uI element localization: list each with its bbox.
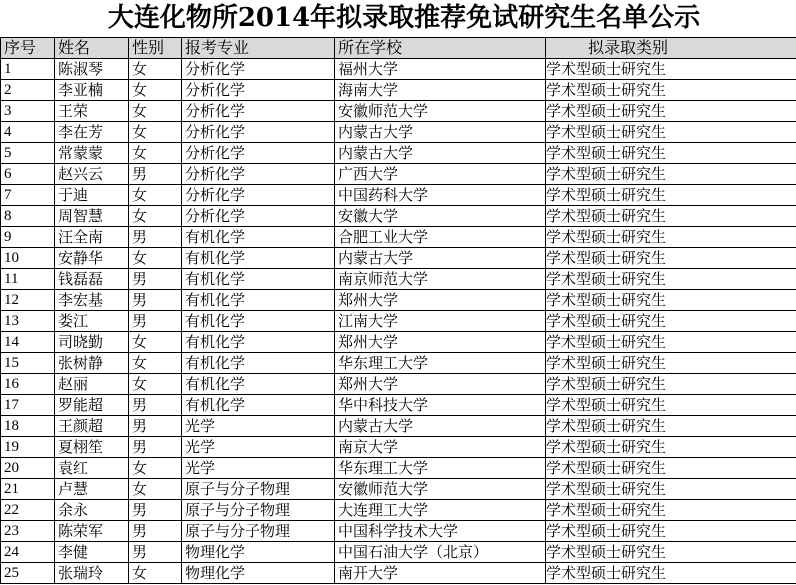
- cell-name[interactable]: 陈淑琴: [55, 59, 129, 80]
- column-header-type[interactable]: 拟录取类别: [546, 38, 796, 59]
- cell-sex[interactable]: 女: [129, 143, 182, 164]
- cell-school[interactable]: 中国科学技术大学: [335, 521, 546, 542]
- header-row: [1, 38, 796, 59]
- cell-school[interactable]: 内蒙古大学: [335, 122, 546, 143]
- cell-sex[interactable]: 男: [129, 521, 182, 542]
- column-header-major[interactable]: 报考专业: [182, 38, 335, 59]
- cell-school[interactable]: 华中科技大学: [335, 395, 546, 416]
- table-row: [1, 563, 796, 584]
- cell-sex[interactable]: 女: [129, 374, 182, 395]
- cell-name[interactable]: 赵丽: [55, 374, 129, 395]
- cell-name[interactable]: 常蒙蒙: [55, 143, 129, 164]
- cell-major[interactable]: 分析化学: [182, 80, 335, 101]
- cell-school[interactable]: 南开大学: [335, 563, 546, 584]
- cell-name[interactable]: 袁红: [55, 458, 129, 479]
- admission-table: [0, 37, 796, 584]
- cell-name[interactable]: 王颜超: [55, 416, 129, 437]
- cell-major[interactable]: 原子与分子物理: [182, 521, 335, 542]
- table-row: [1, 395, 796, 416]
- cell-name[interactable]: 张瑞玲: [55, 563, 129, 584]
- cell-major[interactable]: 分析化学: [182, 206, 335, 227]
- cell-school[interactable]: 大连理工大学: [335, 500, 546, 521]
- cell-type[interactable]: 学术型硕士研究生: [546, 521, 796, 542]
- table-row: [1, 248, 796, 269]
- cell-no[interactable]: 11: [1, 269, 55, 290]
- table-row: [1, 542, 796, 563]
- table-row: [1, 269, 796, 290]
- cell-major[interactable]: 原子与分子物理: [182, 479, 335, 500]
- cell-major[interactable]: 光学: [182, 437, 335, 458]
- cell-no[interactable]: 6: [1, 164, 55, 185]
- table-row: [1, 59, 796, 80]
- cell-name[interactable]: 罗能超: [55, 395, 129, 416]
- cell-no[interactable]: 21: [1, 479, 55, 500]
- cell-type[interactable]: 学术型硕士研究生: [546, 500, 796, 521]
- cell-major[interactable]: 分析化学: [182, 164, 335, 185]
- cell-sex[interactable]: 男: [129, 416, 182, 437]
- cell-major[interactable]: 有机化学: [182, 353, 335, 374]
- cell-no[interactable]: 16: [1, 374, 55, 395]
- cell-school[interactable]: 合肥工业大学: [335, 227, 546, 248]
- cell-no[interactable]: 2: [1, 80, 55, 101]
- cell-name[interactable]: 夏栩笙: [55, 437, 129, 458]
- cell-school[interactable]: 南京大学: [335, 437, 546, 458]
- cell-type[interactable]: 学术型硕士研究生: [546, 437, 796, 458]
- cell-no[interactable]: 25: [1, 563, 55, 584]
- cell-major[interactable]: 有机化学: [182, 227, 335, 248]
- cell-sex[interactable]: 男: [129, 500, 182, 521]
- cell-no[interactable]: 20: [1, 458, 55, 479]
- cell-school[interactable]: 江南大学: [335, 311, 546, 332]
- cell-major[interactable]: 有机化学: [182, 395, 335, 416]
- cell-major[interactable]: 分析化学: [182, 122, 335, 143]
- cell-type[interactable]: 学术型硕士研究生: [546, 353, 796, 374]
- cell-no[interactable]: 22: [1, 500, 55, 521]
- cell-school[interactable]: 中国药科大学: [335, 185, 546, 206]
- table-row: [1, 479, 796, 500]
- cell-major[interactable]: 有机化学: [182, 311, 335, 332]
- cell-type[interactable]: 学术型硕士研究生: [546, 416, 796, 437]
- cell-type[interactable]: 学术型硕士研究生: [546, 479, 796, 500]
- cell-school[interactable]: 郑州大学: [335, 290, 546, 311]
- cell-type[interactable]: 学术型硕士研究生: [546, 80, 796, 101]
- cell-major[interactable]: 原子与分子物理: [182, 500, 335, 521]
- cell-name[interactable]: 张树静: [55, 353, 129, 374]
- cell-sex[interactable]: 女: [129, 59, 182, 80]
- cell-school[interactable]: 内蒙古大学: [335, 248, 546, 269]
- cell-major[interactable]: 分析化学: [182, 143, 335, 164]
- cell-type[interactable]: 学术型硕士研究生: [546, 227, 796, 248]
- cell-no[interactable]: 17: [1, 395, 55, 416]
- cell-major[interactable]: 有机化学: [182, 332, 335, 353]
- cell-name[interactable]: 司晓勤: [55, 332, 129, 353]
- cell-type[interactable]: 学术型硕士研究生: [546, 458, 796, 479]
- cell-major[interactable]: 有机化学: [182, 374, 335, 395]
- cell-type[interactable]: 学术型硕士研究生: [546, 374, 796, 395]
- cell-school[interactable]: 郑州大学: [335, 374, 546, 395]
- cell-type[interactable]: 学术型硕士研究生: [546, 269, 796, 290]
- cell-sex[interactable]: 男: [129, 290, 182, 311]
- cell-no[interactable]: 12: [1, 290, 55, 311]
- table-body: [1, 59, 796, 584]
- cell-sex[interactable]: 男: [129, 437, 182, 458]
- cell-type[interactable]: 学术型硕士研究生: [546, 185, 796, 206]
- cell-name[interactable]: 钱磊磊: [55, 269, 129, 290]
- cell-sex[interactable]: 男: [129, 311, 182, 332]
- cell-school[interactable]: 华东理工大学: [335, 353, 546, 374]
- cell-school[interactable]: 南京师范大学: [335, 269, 546, 290]
- table-row: [1, 80, 796, 101]
- cell-major[interactable]: 分析化学: [182, 185, 335, 206]
- cell-name[interactable]: 赵兴云: [55, 164, 129, 185]
- cell-major[interactable]: 物理化学: [182, 563, 335, 584]
- table-row: [1, 311, 796, 332]
- cell-school[interactable]: 广西大学: [335, 164, 546, 185]
- cell-school[interactable]: 安徽大学: [335, 206, 546, 227]
- cell-no[interactable]: 3: [1, 101, 55, 122]
- table-row: [1, 227, 796, 248]
- cell-school[interactable]: 内蒙古大学: [335, 143, 546, 164]
- cell-no[interactable]: 14: [1, 332, 55, 353]
- table-row: [1, 290, 796, 311]
- cell-major[interactable]: 分析化学: [182, 59, 335, 80]
- cell-no[interactable]: 15: [1, 353, 55, 374]
- cell-no[interactable]: 9: [1, 227, 55, 248]
- cell-school[interactable]: 安徽师范大学: [335, 479, 546, 500]
- cell-sex[interactable]: 女: [129, 563, 182, 584]
- cell-no[interactable]: 4: [1, 122, 55, 143]
- cell-name[interactable]: 安静华: [55, 248, 129, 269]
- cell-name[interactable]: 娄江: [55, 311, 129, 332]
- table-row: [1, 332, 796, 353]
- cell-no[interactable]: 8: [1, 206, 55, 227]
- cell-sex[interactable]: 女: [129, 101, 182, 122]
- table-row: [1, 143, 796, 164]
- cell-sex[interactable]: 女: [129, 353, 182, 374]
- table-row: [1, 521, 796, 542]
- cell-major[interactable]: 光学: [182, 416, 335, 437]
- cell-name[interactable]: 卢慧: [55, 479, 129, 500]
- column-header-name[interactable]: 姓名: [55, 38, 129, 59]
- cell-sex[interactable]: 男: [129, 395, 182, 416]
- cell-major[interactable]: 有机化学: [182, 290, 335, 311]
- cell-major[interactable]: 有机化学: [182, 248, 335, 269]
- column-header-no[interactable]: 序号: [1, 38, 55, 59]
- column-header-school[interactable]: 所在学校: [335, 38, 546, 59]
- cell-no[interactable]: 1: [1, 59, 55, 80]
- column-header-sex[interactable]: 性别: [129, 38, 182, 59]
- cell-sex[interactable]: 女: [129, 458, 182, 479]
- cell-major[interactable]: 分析化学: [182, 101, 335, 122]
- table-row: [1, 416, 796, 437]
- cell-sex[interactable]: 女: [129, 248, 182, 269]
- cell-sex[interactable]: 男: [129, 542, 182, 563]
- table-row: [1, 374, 796, 395]
- table-row: [1, 206, 796, 227]
- cell-type[interactable]: 学术型硕士研究生: [546, 395, 796, 416]
- cell-sex[interactable]: 男: [129, 227, 182, 248]
- cell-school[interactable]: 中国石油大学（北京）: [335, 542, 546, 563]
- table-row: [1, 101, 796, 122]
- page-title: 大连化物所2014年拟录取推荐免试研究生名单公示: [107, 3, 701, 33]
- cell-sex[interactable]: 女: [129, 332, 182, 353]
- cell-sex[interactable]: 男: [129, 269, 182, 290]
- cell-sex[interactable]: 女: [129, 479, 182, 500]
- cell-name[interactable]: 陈荣军: [55, 521, 129, 542]
- cell-school[interactable]: 海南大学: [335, 80, 546, 101]
- cell-type[interactable]: 学术型硕士研究生: [546, 248, 796, 269]
- cell-name[interactable]: 李健: [55, 542, 129, 563]
- table-row: [1, 164, 796, 185]
- cell-no[interactable]: 5: [1, 143, 55, 164]
- cell-school[interactable]: 郑州大学: [335, 332, 546, 353]
- cell-no[interactable]: 18: [1, 416, 55, 437]
- cell-major[interactable]: 有机化学: [182, 269, 335, 290]
- cell-name[interactable]: 汪全南: [55, 227, 129, 248]
- cell-sex[interactable]: 女: [129, 206, 182, 227]
- cell-sex[interactable]: 女: [129, 122, 182, 143]
- cell-type[interactable]: 学术型硕士研究生: [546, 542, 796, 563]
- cell-type[interactable]: 学术型硕士研究生: [546, 122, 796, 143]
- cell-type[interactable]: 学术型硕士研究生: [546, 290, 796, 311]
- cell-no[interactable]: 10: [1, 248, 55, 269]
- cell-type[interactable]: 学术型硕士研究生: [546, 101, 796, 122]
- cell-type[interactable]: 学术型硕士研究生: [546, 332, 796, 353]
- cell-name[interactable]: 周智慧: [55, 206, 129, 227]
- cell-no[interactable]: 24: [1, 542, 55, 563]
- cell-no[interactable]: 19: [1, 437, 55, 458]
- cell-name[interactable]: 李在芳: [55, 122, 129, 143]
- table-row: [1, 500, 796, 521]
- cell-school[interactable]: 福州大学: [335, 59, 546, 80]
- cell-type[interactable]: 学术型硕士研究生: [546, 563, 796, 584]
- table-row: [1, 122, 796, 143]
- cell-name[interactable]: 李亚楠: [55, 80, 129, 101]
- cell-sex[interactable]: 女: [129, 185, 182, 206]
- cell-major[interactable]: 物理化学: [182, 542, 335, 563]
- cell-type[interactable]: 学术型硕士研究生: [546, 164, 796, 185]
- cell-type[interactable]: 学术型硕士研究生: [546, 59, 796, 80]
- cell-no[interactable]: 7: [1, 185, 55, 206]
- cell-no[interactable]: 13: [1, 311, 55, 332]
- cell-no[interactable]: 23: [1, 521, 55, 542]
- cell-sex[interactable]: 女: [129, 80, 182, 101]
- cell-type[interactable]: 学术型硕士研究生: [546, 206, 796, 227]
- cell-type[interactable]: 学术型硕士研究生: [546, 311, 796, 332]
- cell-school[interactable]: 安徽师范大学: [335, 101, 546, 122]
- cell-school[interactable]: 内蒙古大学: [335, 416, 546, 437]
- cell-name[interactable]: 余永: [55, 500, 129, 521]
- table-row: [1, 437, 796, 458]
- table-row: [1, 185, 796, 206]
- cell-school[interactable]: 华东理工大学: [335, 458, 546, 479]
- table-row: [1, 458, 796, 479]
- cell-name[interactable]: 于迪: [55, 185, 129, 206]
- cell-sex[interactable]: 男: [129, 164, 182, 185]
- cell-major[interactable]: 光学: [182, 458, 335, 479]
- cell-name[interactable]: 李宏基: [55, 290, 129, 311]
- table-row: [1, 353, 796, 374]
- cell-name[interactable]: 王荣: [55, 101, 129, 122]
- cell-type[interactable]: 学术型硕士研究生: [546, 143, 796, 164]
